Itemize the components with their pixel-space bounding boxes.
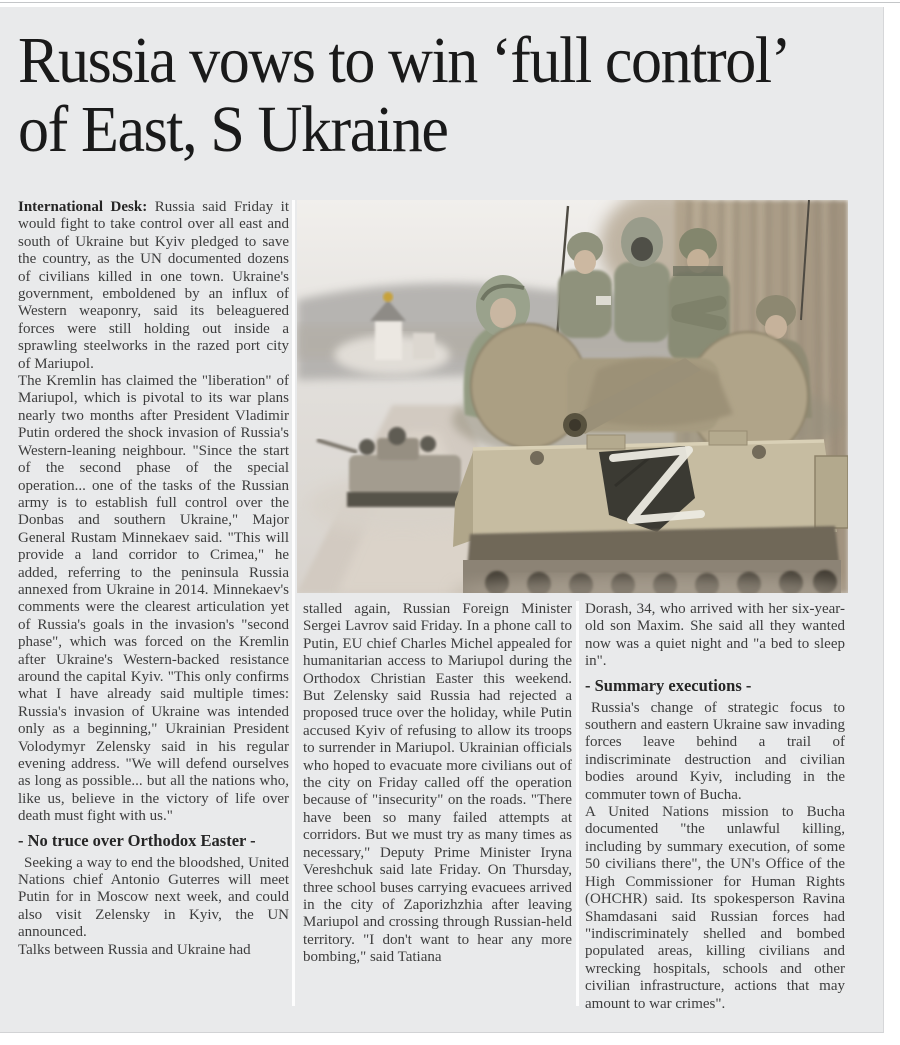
paragraph: Dorash, 34, who arrived with her six-year-old son Maxim. She said all they wanted now was a quiet night and "a bed to sleep in". xyxy=(585,601,845,670)
column-right xyxy=(585,601,845,1013)
paragraph: Talks between Russia and Ukraine had xyxy=(18,941,251,958)
section-subhead: - Summary executions - xyxy=(585,675,752,695)
paragraph: Seeking a way to end the bloodshed, United Nations chief Antonio Guterres will meet Putin for in Moscow next week, and could also visit Zelensky in Kyiv, the UN announced. xyxy=(18,854,289,941)
soldier-3-masked xyxy=(614,217,670,342)
column-divider-left xyxy=(292,200,295,1006)
paragraph: stalled again, Russian Foreign Minister Sergei Lavrov said Friday. In a phone call to Putin, EU chief Charles Michel appealed for humanitarian access to Mariupol during the Orthodox Christian Easter this weekend. But Zelensky said Russia had rejected a proposed truce over the holiday, while Putin accused Kyiv of refusing to allow its troops to surrender in Mariupol. Ukrainian officials who hoped to evacuate more civilians out of the city on Friday called off the operation because of "insecurity" on the roads. "There have been so many failed attempts at corridors. But we must try as many times as necessary," Deputy Prime Minister Iryna Vereshchuk said late Friday. On Thursday, three school buses carrying evacuees arrived in the city of Zaporizhzhia after leaving Mariupol and crossing through Russian-held territory. "I don't want to hear any more bombing," said Tatiana xyxy=(303,601,572,966)
photo-military-convoy xyxy=(297,200,848,593)
column-left xyxy=(18,199,289,959)
top-rule xyxy=(0,2,900,3)
section-subhead: - No truce over Orthodox Easter - xyxy=(18,830,256,850)
paragraph: Russia's change of strategic focus to southern and eastern Ukraine saw invading forces leave behind a trail of indiscriminate destruction and civilian bodies around Kyiv, including in the commuter town of Bucha. xyxy=(585,699,845,803)
paragraph xyxy=(18,199,289,373)
paragraph: A United Nations mission to Bucha documented "the unlawful killing, including by summary execution, of some 50 civilians there", the UN's Office of the High Commissioner for Human Rights (OHCHR) said. Its spokesperson Ravina Shamdasani said Russian forces had "indiscriminately shelled and bombed populated areas, killing civilians and wrecking hospitals, schools and other civilian infrastructure, actions that may amount to war crimes". xyxy=(585,804,845,1012)
dateline-label: International Desk: xyxy=(18,199,148,215)
paragraph-text: Russia said Friday it would fight to take control over all east and south of Ukraine but Kyiv pledged to save the country, as the UN documented dozens of civilians killed in one town. Ukraine's government, emboldened by an influx of Western weaponry, said its beleaguered forces were still holding out inside a sprawling steelworks in the razed port city of Mariupol. xyxy=(18,199,289,372)
paragraph: The Kremlin has claimed the "liberation" of Mariupol, which is pivotal to its war plans nearly two months after President Vladimir Putin ordered the shock invasion of Russia's Western-leaning neighbour. "Since the start of the second phase of the special operation... one of the tasks of the Russian army is to establish full control over the Donbas and southern Ukraine," Major General Rustam Minnekaev said. "This will provide a land corridor to Crimea," he added, referring to the peninsula Russia annexed from Ukraine in 2014. Minnekaev's comments were the clearest articulation yet of Russia's goals in the invasion's "second phase", which was forced on the Kremlin after Ukraine's Western-backed resistance around the capital Kyiv. "This only confirms what I have already said multiple times: Russia's invasion of Ukraine was intended only as a beginning," Ukrainian President Volodymyr Zelensky said in his regular evening address. "We will defend ourselves as long as possible... but all the nations who, like us, believe in the victory of life over death must fight with us." xyxy=(18,373,289,825)
column-middle xyxy=(303,601,572,967)
column-divider-right xyxy=(576,601,579,1006)
headline: Russia vows to win ‘full control’ of East, S Ukraine xyxy=(18,24,786,166)
